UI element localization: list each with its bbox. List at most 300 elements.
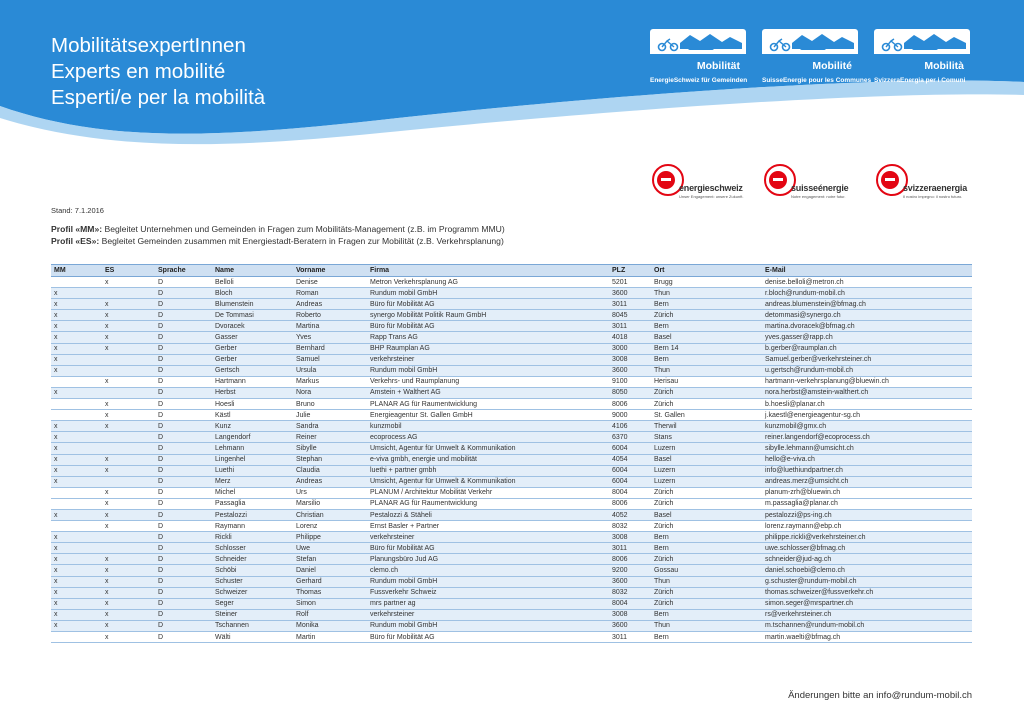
cell-es: x [102,576,155,587]
cell-plz: 9100 [609,376,651,387]
cell-sprache: D [155,321,212,332]
cell-mm: x [51,476,102,487]
cell-firma: ecoprocess AG [367,432,609,443]
table-row [51,332,972,343]
table-row [51,476,972,487]
cell-name: Gasser [212,332,293,343]
cell-ort: Bern 14 [651,343,762,354]
cell-es: x [102,620,155,631]
cell-sprache: D [155,432,212,443]
cell-name: Herbst [212,387,293,398]
table-row [51,277,972,288]
cell-sprache: D [155,410,212,421]
cell-mm: x [51,443,102,454]
cell-vorname: Martin [293,632,367,643]
cell-vorname: Stephan [293,454,367,465]
cell-email: uwe.schlosser@bfmag.ch [762,543,972,554]
cell-mm: x [51,365,102,376]
cell-vorname: Andreas [293,299,367,310]
cell-plz: 3008 [609,609,651,620]
cell-vorname: Denise [293,277,367,288]
cell-plz: 3008 [609,354,651,365]
column-header-email: E-Mail [762,265,972,277]
cell-email: b.gerber@raumplan.ch [762,343,972,354]
cell-email: martin.waelti@bfmag.ch [762,632,972,643]
cell-name: Gerber [212,354,293,365]
cell-name: Merz [212,476,293,487]
cell-plz: 9200 [609,565,651,576]
cell-es [102,476,155,487]
cell-ort: Basel [651,509,762,520]
cell-sprache: D [155,509,212,520]
cell-name: Lingenhel [212,454,293,465]
cell-firma: e-viva gmbh, energie und mobilität [367,454,609,465]
cell-ort: Zürich [651,399,762,410]
cell-ort: Zürich [651,498,762,509]
cell-email: martina.dvoracek@bfmag.ch [762,321,972,332]
table-row [51,399,972,410]
cell-vorname: Gerhard [293,576,367,587]
cell-name: Rickli [212,532,293,543]
cell-email: reiner.langendorf@ecoprocess.ch [762,432,972,443]
cell-es: x [102,310,155,321]
cell-name: Schneider [212,554,293,565]
brand-suisseenergie [762,160,872,204]
cell-email: b.hoesli@planar.ch [762,399,972,410]
cell-es: x [102,565,155,576]
cell-mm: x [51,587,102,598]
cell-plz: 6370 [609,432,651,443]
table-row [51,521,972,532]
cell-es [102,432,155,443]
page-title [51,33,265,111]
cell-firma: Verkehrs- und Raumplanung [367,376,609,387]
table-row [51,565,972,576]
cell-email: simon.seger@mrspartner.ch [762,598,972,609]
cell-es [102,443,155,454]
cell-plz: 3008 [609,532,651,543]
cell-es: x [102,487,155,498]
cell-ort: Bern [651,532,762,543]
cell-ort: Basel [651,454,762,465]
cell-plz: 8032 [609,521,651,532]
cell-email: sibylle.lehmann@umsicht.ch [762,443,972,454]
cell-vorname: Markus [293,376,367,387]
cell-email: u.gertsch@rundum-mobil.ch [762,365,972,376]
cell-vorname: Daniel [293,565,367,576]
cell-es: x [102,454,155,465]
cell-mm [51,376,102,387]
cell-mm [51,632,102,643]
cell-firma: Energieagentur St. Gallen GmbH [367,410,609,421]
column-header-vorname: Vorname [293,265,367,277]
table-row [51,487,972,498]
cell-ort: Stans [651,432,762,443]
cell-firma: BHP Raumplan AG [367,343,609,354]
cell-email: m.tschannen@rundum-mobil.ch [762,620,972,631]
cell-plz: 8006 [609,498,651,509]
cell-sprache: D [155,543,212,554]
cell-mm: x [51,532,102,543]
cell-sprache: D [155,565,212,576]
cell-email: r.bloch@rundum-mobil.ch [762,288,972,299]
cell-email: pestalozzi@ps-ing.ch [762,509,972,520]
logo-tag: Mobilität [696,60,740,72]
cell-es: x [102,277,155,288]
cell-mm: x [51,554,102,565]
cell-sprache: D [155,365,212,376]
cell-mm [51,277,102,288]
cell-email: andreas.merz@umsicht.ch [762,476,972,487]
cell-sprache: D [155,343,212,354]
cell-plz: 8006 [609,554,651,565]
cell-firma: clemo.ch [367,565,609,576]
cell-es [102,387,155,398]
logo-mobilita [874,29,970,73]
table-row [51,509,972,520]
cell-vorname: Sibylle [293,443,367,454]
cell-ort: Bern [651,609,762,620]
footer-contact: Änderungen bitte an info@rundum-mobil.ch [788,690,972,701]
brand-tagline: Notre engagement: notre futur. [791,194,846,199]
cell-ort: Zürich [651,554,762,565]
cell-es: x [102,343,155,354]
cell-mm: x [51,387,102,398]
cell-mm: x [51,288,102,299]
cell-sprache: D [155,299,212,310]
cell-firma: verkehrsteiner [367,609,609,620]
cell-ort: Bern [651,354,762,365]
logo-caption: SuisseEnergie pour les Communes [762,77,872,84]
cell-vorname: Philippe [293,532,367,543]
cell-ort: Basel [651,332,762,343]
cell-vorname: Sandra [293,421,367,432]
cell-sprache: D [155,310,212,321]
cell-email: thomas.schweizer@fussverkehr.ch [762,587,972,598]
cell-name: Bloch [212,288,293,299]
cell-ort: Luzern [651,443,762,454]
cell-name: Belloli [212,277,293,288]
cell-mm: x [51,465,102,476]
cell-sprache: D [155,532,212,543]
column-header-ort: Ort [651,265,762,277]
cell-email: hello@e-viva.ch [762,454,972,465]
cell-mm: x [51,421,102,432]
cell-sprache: D [155,620,212,631]
cell-firma: kunzmobil [367,421,609,432]
table-row [51,365,972,376]
cell-mm: x [51,354,102,365]
cell-name: Steiner [212,609,293,620]
cell-es: x [102,587,155,598]
cell-firma: Amstein + Walthert AG [367,387,609,398]
table-row [51,609,972,620]
column-header-mm: MM [51,265,102,277]
column-header-name: Name [212,265,293,277]
cell-plz: 8004 [609,598,651,609]
cell-mm [51,399,102,410]
table-row [51,620,972,631]
table-row [51,432,972,443]
cell-ort: Bern [651,299,762,310]
cell-firma: verkehrsteiner [367,354,609,365]
cell-vorname: Rolf [293,609,367,620]
cell-ort: Luzern [651,476,762,487]
brand-svizzeraenergia [874,160,984,204]
table-row [51,554,972,565]
profile-text: Begleitet Gemeinden zusammen mit Energiestadt-Beratern in Fragen zur Mobilität (z.B. Verkehrsplanung) [99,236,504,246]
cell-plz: 4054 [609,454,651,465]
cell-vorname: Samuel [293,354,367,365]
cell-vorname: Yves [293,332,367,343]
cell-es: x [102,509,155,520]
cell-plz: 3600 [609,288,651,299]
cell-vorname: Reiner [293,432,367,443]
cell-plz: 8050 [609,387,651,398]
cell-mm [51,521,102,532]
cell-es: x [102,332,155,343]
cell-sprache: D [155,521,212,532]
brand-energieschweiz [650,160,760,204]
cell-mm: x [51,620,102,631]
cell-sprache: D [155,399,212,410]
cell-ort: Therwil [651,421,762,432]
cell-sprache: D [155,576,212,587]
cell-ort: Bern [651,321,762,332]
cell-name: De Tommasi [212,310,293,321]
cell-mm: x [51,565,102,576]
cell-es: x [102,609,155,620]
cell-email: daniel.schoebi@clemo.ch [762,565,972,576]
cell-name: Lehmann [212,443,293,454]
cell-name: Langendorf [212,432,293,443]
cell-email: kunzmobil@gmx.ch [762,421,972,432]
table-row [51,321,972,332]
cell-ort: Bern [651,543,762,554]
cell-plz: 8045 [609,310,651,321]
cell-es [102,365,155,376]
cell-name: Passaglia [212,498,293,509]
cell-plz: 6004 [609,465,651,476]
brand-name: energieschweiz [679,183,743,193]
cell-ort: Zürich [651,387,762,398]
table-row [51,310,972,321]
cell-ort: Zürich [651,587,762,598]
cell-firma: Ernst Basler + Partner [367,521,609,532]
column-header-sprache: Sprache [155,265,212,277]
cell-es: x [102,598,155,609]
column-header-plz: PLZ [609,265,651,277]
cell-firma: synergo Mobilität Politik Raum GmbH [367,310,609,321]
table-row [51,443,972,454]
cell-mm: x [51,543,102,554]
cell-name: Blumenstein [212,299,293,310]
cell-firma: PLANAR AG für Raumentwicklung [367,399,609,410]
cell-ort: Zürich [651,521,762,532]
cell-mm: x [51,576,102,587]
cell-sprache: D [155,609,212,620]
cell-vorname: Bernhard [293,343,367,354]
cell-sprache: D [155,376,212,387]
cell-es: x [102,321,155,332]
cell-vorname: Claudia [293,465,367,476]
cell-es [102,288,155,299]
cell-plz: 3600 [609,365,651,376]
cell-mm: x [51,598,102,609]
title-line-it: Esperti/e per la mobilità [51,86,266,109]
cell-firma: Büro für Mobilität AG [367,299,609,310]
cell-vorname: Thomas [293,587,367,598]
cell-email: andreas.blumenstein@bfmag.ch [762,299,972,310]
cell-es [102,543,155,554]
cell-vorname: Ursula [293,365,367,376]
cell-email: m.passaglia@planar.ch [762,498,972,509]
brand-name: svizzeraenergia [903,183,968,193]
cell-firma: PLANUM / Architektur Mobilität Verkehr [367,487,609,498]
cell-ort: Thun [651,365,762,376]
cell-es: x [102,399,155,410]
cell-name: Michel [212,487,293,498]
brand-tagline: Il nostro impegno: il nostro futuro. [903,194,963,199]
cell-ort: Thun [651,620,762,631]
cell-email: j.kaestl@energieagentur-sg.ch [762,410,972,421]
cell-vorname: Christian [293,509,367,520]
profile-text: Begleitet Unternehmen und Gemeinden in Fragen zum Mobilitäts-Management (z.B. im Programm MMU) [102,224,505,234]
cell-name: Wälti [212,632,293,643]
cell-ort: Thun [651,288,762,299]
cell-mm: x [51,332,102,343]
cell-name: Gertsch [212,365,293,376]
cell-name: Kästl [212,410,293,421]
cell-plz: 8004 [609,487,651,498]
cell-mm: x [51,299,102,310]
table-row [51,299,972,310]
cell-firma: Büro für Mobilität AG [367,321,609,332]
cell-sprache: D [155,598,212,609]
cell-plz: 9000 [609,410,651,421]
table-row [51,576,972,587]
cell-sprache: D [155,554,212,565]
cell-es: x [102,410,155,421]
cell-name: Raymann [212,521,293,532]
cell-vorname: Simon [293,598,367,609]
cell-sprache: D [155,354,212,365]
cell-email: rs@verkehrsteiner.ch [762,609,972,620]
profile-mm [51,224,505,234]
profile-es [51,236,504,246]
cell-vorname: Roman [293,288,367,299]
cell-name: Dvoracek [212,321,293,332]
cell-name: Luethi [212,465,293,476]
cell-es: x [102,421,155,432]
cell-firma: mrs partner ag [367,598,609,609]
cell-plz: 8032 [609,587,651,598]
table-body [51,277,972,643]
cell-email: planum-zrh@bluewin.ch [762,487,972,498]
cell-mm: x [51,432,102,443]
cell-plz: 4052 [609,509,651,520]
cell-email: detommasi@synergo.ch [762,310,972,321]
cell-ort: Zürich [651,487,762,498]
table-row [51,354,972,365]
cell-firma: Planungsbüro Jud AG [367,554,609,565]
cell-ort: Thun [651,576,762,587]
title-line-de: MobilitätsexpertInnen [51,34,246,57]
cell-sprache: D [155,387,212,398]
cell-plz: 3011 [609,632,651,643]
cell-vorname: Martina [293,321,367,332]
cell-sprache: D [155,288,212,299]
cell-mm: x [51,609,102,620]
cell-mm: x [51,343,102,354]
cell-es: x [102,465,155,476]
brand-name: suisseénergie [791,183,849,193]
cell-name: Tschannen [212,620,293,631]
cell-plz: 4106 [609,421,651,432]
table-row [51,376,972,387]
table-row [51,410,972,421]
cell-vorname: Monika [293,620,367,631]
cell-plz: 3600 [609,620,651,631]
cell-email: info@luethiundpartner.ch [762,465,972,476]
table-row [51,598,972,609]
table-row [51,387,972,398]
cell-ort: Luzern [651,465,762,476]
cell-ort: Herisau [651,376,762,387]
cell-email: hartmann-verkehrsplanung@bluewin.ch [762,376,972,387]
cell-es [102,354,155,365]
cell-ort: Brugg [651,277,762,288]
logo-mobilite [762,29,858,73]
cell-firma: Rundum mobil GmbH [367,620,609,631]
cell-ort: St. Gallen [651,410,762,421]
cell-firma: Metron Verkehrsplanung AG [367,277,609,288]
cell-plz: 6004 [609,443,651,454]
cell-plz: 6004 [609,476,651,487]
cell-plz: 3000 [609,343,651,354]
cell-firma: Fussverkehr Schweiz [367,587,609,598]
cell-sprache: D [155,443,212,454]
cell-vorname: Lorenz [293,521,367,532]
cell-sprache: D [155,421,212,432]
cell-vorname: Marsilio [293,498,367,509]
cell-mm: x [51,509,102,520]
cell-sprache: D [155,632,212,643]
cell-ort: Zürich [651,598,762,609]
cell-ort: Bern [651,632,762,643]
cell-name: Schöbi [212,565,293,576]
cell-es: x [102,554,155,565]
cell-plz: 3011 [609,299,651,310]
column-header-es: ES [102,265,155,277]
cell-mm: x [51,454,102,465]
cell-email: philippe.rickli@verkehrsteiner.ch [762,532,972,543]
cell-mm: x [51,321,102,332]
table-row [51,421,972,432]
cell-plz: 8006 [609,399,651,410]
cell-firma: PLANAR AG für Raumentwicklung [367,498,609,509]
cell-sprache: D [155,454,212,465]
cell-vorname: Bruno [293,399,367,410]
cell-name: Schweizer [212,587,293,598]
cell-ort: Gossau [651,565,762,576]
logo-mobilitaet [650,29,746,73]
table-row [51,543,972,554]
cell-name: Kunz [212,421,293,432]
cell-name: Seger [212,598,293,609]
logo-caption: SvizzeraEnergia per i Comuni [874,77,966,84]
cell-vorname: Julie [293,410,367,421]
